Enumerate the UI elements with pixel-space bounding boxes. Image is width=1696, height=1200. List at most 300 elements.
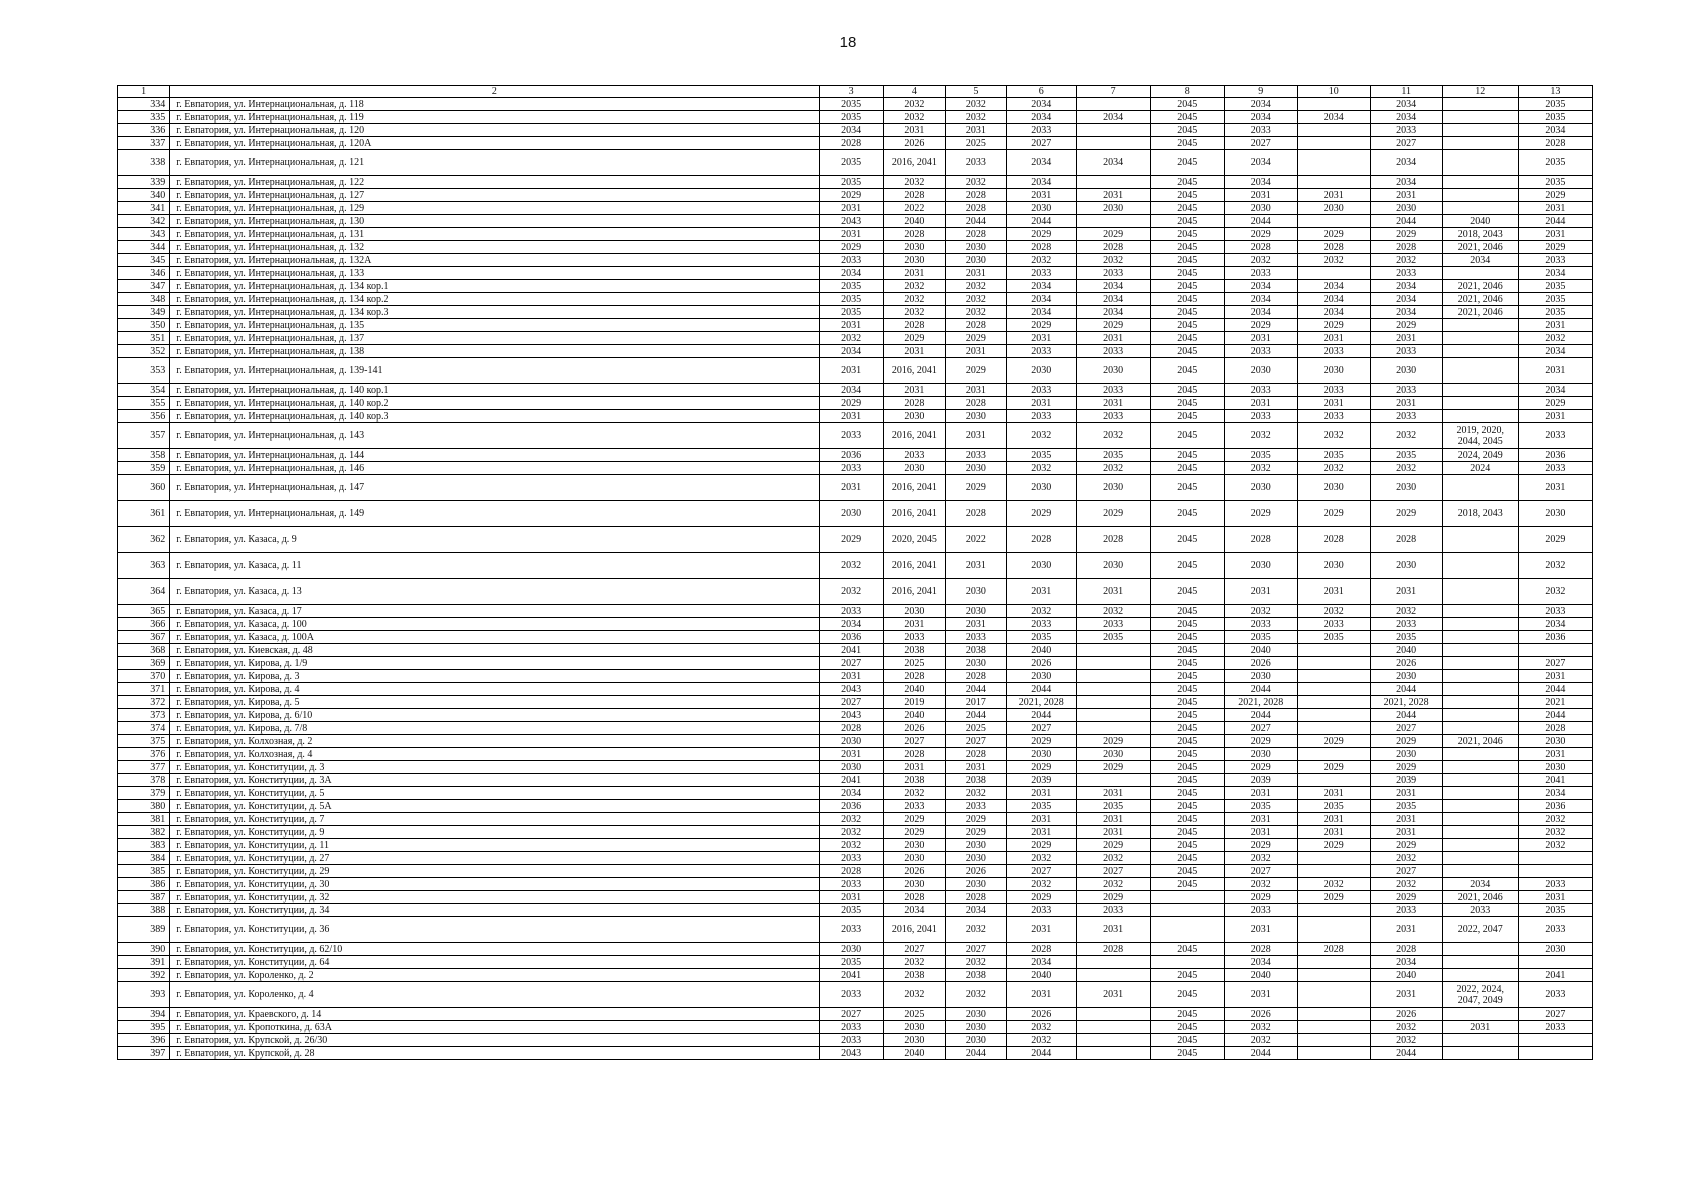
year-cell: 2028: [883, 891, 945, 904]
year-cell: 2041: [1518, 969, 1592, 982]
table-row: [118, 215, 1593, 228]
column-header: 10: [1297, 86, 1370, 98]
address-cell: г. Евпатория, ул. Интернациональная, д. 132А: [170, 254, 819, 267]
year-cell: [1297, 1047, 1370, 1060]
row-number: 366: [118, 618, 170, 631]
year-cell: 2031: [1370, 332, 1442, 345]
year-cell: 2045: [1150, 384, 1224, 397]
year-cell: 2032: [1076, 462, 1150, 475]
year-cell: [1150, 891, 1224, 904]
year-cell: 2031: [1518, 410, 1592, 423]
year-cell: 2029: [1370, 761, 1442, 774]
year-cell: 2028: [1297, 943, 1370, 956]
year-cell: 2034: [1297, 306, 1370, 319]
year-cell: 2032: [883, 956, 945, 969]
year-cell: 2031: [1006, 787, 1076, 800]
address-cell: г. Евпатория, ул. Интернациональная, д. 147: [170, 475, 819, 501]
year-cell: 2045: [1150, 683, 1224, 696]
table-row: [118, 683, 1593, 696]
year-cell: [1442, 813, 1518, 826]
row-number: 384: [118, 852, 170, 865]
year-cell: 2033: [1076, 384, 1150, 397]
row-number: 394: [118, 1008, 170, 1021]
year-cell: 2032: [1370, 605, 1442, 618]
year-cell: 2016, 2041: [883, 358, 945, 384]
year-cell: 2041: [819, 969, 883, 982]
year-cell: 2043: [819, 215, 883, 228]
year-cell: [1442, 98, 1518, 111]
address-cell: г. Евпатория, ул. Кирова, д. 5: [170, 696, 819, 709]
year-cell: [1076, 98, 1150, 111]
year-cell: [1442, 111, 1518, 124]
year-cell: [1076, 137, 1150, 150]
year-cell: 2038: [945, 774, 1006, 787]
table-row: [118, 800, 1593, 813]
row-number: 373: [118, 709, 170, 722]
year-cell: 2044: [1370, 683, 1442, 696]
year-cell: 2045: [1150, 1021, 1224, 1034]
year-cell: 2031: [1006, 917, 1076, 943]
row-number: 348: [118, 293, 170, 306]
year-cell: [1297, 137, 1370, 150]
year-cell: 2045: [1150, 137, 1224, 150]
year-cell: 2034: [1370, 98, 1442, 111]
year-cell: 2030: [819, 943, 883, 956]
address-cell: г. Евпатория, ул. Конституции, д. 7: [170, 813, 819, 826]
column-header: 2: [170, 86, 819, 98]
year-cell: 2031: [1076, 189, 1150, 202]
year-cell: 2031: [1518, 748, 1592, 761]
year-cell: 2030: [1518, 761, 1592, 774]
year-cell: 2034: [1076, 150, 1150, 176]
year-cell: 2033: [819, 423, 883, 449]
year-cell: [1442, 969, 1518, 982]
year-cell: 2030: [883, 605, 945, 618]
year-cell: 2045: [1150, 631, 1224, 644]
year-cell: 2033: [1224, 124, 1297, 137]
year-cell: 2030: [883, 852, 945, 865]
year-cell: 2034: [1006, 111, 1076, 124]
address-cell: г. Евпатория, ул. Интернациональная, д. 122: [170, 176, 819, 189]
year-cell: [1442, 527, 1518, 553]
year-cell: [1442, 865, 1518, 878]
year-cell: 2031: [1006, 332, 1076, 345]
address-cell: г. Евпатория, ул. Кирова, д. 3: [170, 670, 819, 683]
year-cell: 2035: [1076, 631, 1150, 644]
year-cell: 2032: [1224, 1021, 1297, 1034]
address-cell: г. Евпатория, ул. Интернациональная, д. 134 кор.2: [170, 293, 819, 306]
address-cell: г. Евпатория, ул. Интернациональная, д. 140 кор.1: [170, 384, 819, 397]
row-number: 396: [118, 1034, 170, 1047]
year-cell: 2033: [1297, 618, 1370, 631]
address-cell: г. Евпатория, ул. Интернациональная, д. 118: [170, 98, 819, 111]
table-row: [118, 189, 1593, 202]
year-cell: [1442, 319, 1518, 332]
table-row: [118, 696, 1593, 709]
table-row: [118, 501, 1593, 527]
year-cell: 2032: [1076, 254, 1150, 267]
year-cell: 2026: [883, 865, 945, 878]
year-cell: [1076, 215, 1150, 228]
year-cell: 2027: [1224, 865, 1297, 878]
table-row: [118, 943, 1593, 956]
address-cell: г. Евпатория, ул. Крупской, д. 28: [170, 1047, 819, 1060]
year-cell: 2045: [1150, 410, 1224, 423]
year-cell: 2040: [1442, 215, 1518, 228]
year-cell: 2032: [1518, 839, 1592, 852]
year-cell: 2029: [1297, 228, 1370, 241]
year-cell: [1297, 644, 1370, 657]
address-cell: г. Евпатория, ул. Интернациональная, д. 146: [170, 462, 819, 475]
year-cell: 2045: [1150, 605, 1224, 618]
address-cell: г. Евпатория, ул. Конституции, д. 32: [170, 891, 819, 904]
year-cell: 2031: [1224, 189, 1297, 202]
table-row: [118, 124, 1593, 137]
year-cell: [1076, 124, 1150, 137]
year-cell: 2045: [1150, 423, 1224, 449]
year-cell: 2030: [819, 501, 883, 527]
year-cell: 2027: [1518, 657, 1592, 670]
year-cell: 2031: [1006, 982, 1076, 1008]
year-cell: 2034: [1224, 98, 1297, 111]
year-cell: 2032: [945, 787, 1006, 800]
year-cell: 2045: [1150, 397, 1224, 410]
year-cell: 2028: [1370, 527, 1442, 553]
table-row: [118, 826, 1593, 839]
year-cell: [1442, 358, 1518, 384]
year-cell: 2020, 2045: [883, 527, 945, 553]
address-cell: г. Евпатория, ул. Конституции, д. 30: [170, 878, 819, 891]
year-cell: 2031: [1076, 787, 1150, 800]
year-cell: [1297, 1021, 1370, 1034]
year-cell: 2034: [1442, 254, 1518, 267]
year-cell: 2029: [1297, 839, 1370, 852]
year-cell: 2045: [1150, 800, 1224, 813]
year-cell: [1442, 618, 1518, 631]
year-cell: 2031: [1224, 813, 1297, 826]
year-cell: 2032: [883, 982, 945, 1008]
table-row: [118, 280, 1593, 293]
year-cell: 2022: [883, 202, 945, 215]
address-cell: г. Евпатория, ул. Кирова, д. 7/8: [170, 722, 819, 735]
year-cell: 2028: [1518, 722, 1592, 735]
year-cell: 2028: [945, 891, 1006, 904]
year-cell: 2032: [945, 293, 1006, 306]
year-cell: 2031: [883, 618, 945, 631]
year-cell: 2038: [883, 969, 945, 982]
year-cell: 2034: [819, 345, 883, 358]
year-cell: 2028: [1370, 943, 1442, 956]
table-row: [118, 956, 1593, 969]
address-cell: г. Евпатория, ул. Короленко, д. 2: [170, 969, 819, 982]
year-cell: 2029: [1006, 501, 1076, 527]
table-row: [118, 670, 1593, 683]
row-number: 347: [118, 280, 170, 293]
year-cell: 2032: [819, 813, 883, 826]
year-cell: 2045: [1150, 124, 1224, 137]
year-cell: [1297, 98, 1370, 111]
column-header: 8: [1150, 86, 1224, 98]
year-cell: 2021, 2046: [1442, 241, 1518, 254]
year-cell: 2031: [1370, 982, 1442, 1008]
table-row: [118, 735, 1593, 748]
year-cell: 2032: [819, 579, 883, 605]
year-cell: 2029: [819, 189, 883, 202]
year-cell: 2034: [1518, 618, 1592, 631]
year-cell: 2031: [1370, 579, 1442, 605]
year-cell: 2044: [1006, 215, 1076, 228]
table-row: [118, 98, 1593, 111]
table-row: [118, 1021, 1593, 1034]
table-row: [118, 631, 1593, 644]
year-cell: 2035: [1518, 280, 1592, 293]
year-cell: 2031: [1076, 579, 1150, 605]
year-cell: 2030: [1224, 553, 1297, 579]
year-cell: 2026: [1370, 657, 1442, 670]
year-cell: 2045: [1150, 865, 1224, 878]
year-cell: 2030: [1076, 358, 1150, 384]
year-cell: 2035: [1224, 449, 1297, 462]
year-cell: 2032: [1076, 878, 1150, 891]
year-cell: [1442, 709, 1518, 722]
year-cell: 2033: [819, 254, 883, 267]
year-cell: 2031: [1006, 579, 1076, 605]
year-cell: 2032: [883, 111, 945, 124]
year-cell: 2029: [1006, 761, 1076, 774]
year-cell: 2044: [1370, 215, 1442, 228]
year-cell: 2034: [1006, 956, 1076, 969]
year-cell: 2045: [1150, 501, 1224, 527]
table-row: [118, 150, 1593, 176]
row-number: 374: [118, 722, 170, 735]
row-number: 378: [118, 774, 170, 787]
address-cell: г. Евпатория, ул. Конституции, д. 64: [170, 956, 819, 969]
row-number: 343: [118, 228, 170, 241]
year-cell: [1442, 345, 1518, 358]
year-cell: 2031: [819, 475, 883, 501]
year-cell: 2033: [945, 150, 1006, 176]
year-cell: 2032: [945, 306, 1006, 319]
table-row: [118, 137, 1593, 150]
year-cell: 2044: [1224, 683, 1297, 696]
address-cell: г. Евпатория, ул. Казаса, д. 100А: [170, 631, 819, 644]
year-cell: 2030: [1076, 748, 1150, 761]
year-cell: 2045: [1150, 332, 1224, 345]
year-cell: 2031: [1006, 397, 1076, 410]
year-cell: 2029: [945, 358, 1006, 384]
year-cell: 2026: [1224, 1008, 1297, 1021]
year-cell: 2030: [945, 657, 1006, 670]
row-number: 367: [118, 631, 170, 644]
table-row: [118, 657, 1593, 670]
year-cell: 2034: [1224, 306, 1297, 319]
year-cell: 2028: [1224, 241, 1297, 254]
row-number: 375: [118, 735, 170, 748]
year-cell: 2031: [819, 319, 883, 332]
year-cell: 2034: [1518, 267, 1592, 280]
year-cell: 2033: [1076, 267, 1150, 280]
year-cell: [1442, 332, 1518, 345]
year-cell: 2029: [1006, 228, 1076, 241]
year-cell: 2030: [945, 852, 1006, 865]
year-cell: 2034: [1224, 111, 1297, 124]
year-cell: 2035: [819, 150, 883, 176]
year-cell: 2034: [1297, 280, 1370, 293]
row-number: 336: [118, 124, 170, 137]
column-header: 13: [1518, 86, 1592, 98]
year-cell: [1297, 852, 1370, 865]
year-cell: 2040: [883, 215, 945, 228]
year-cell: 2026: [1370, 1008, 1442, 1021]
table-row: [118, 267, 1593, 280]
year-cell: 2033: [1297, 384, 1370, 397]
year-cell: 2029: [883, 826, 945, 839]
year-cell: 2031: [1076, 813, 1150, 826]
year-cell: [1518, 1047, 1592, 1060]
year-cell: 2031: [819, 358, 883, 384]
year-cell: 2028: [1297, 527, 1370, 553]
address-cell: г. Евпатория, ул. Конституции, д. 5: [170, 787, 819, 800]
address-cell: г. Евпатория, ул. Краевского, д. 14: [170, 1008, 819, 1021]
row-number: 337: [118, 137, 170, 150]
column-header: 11: [1370, 86, 1442, 98]
table-row: [118, 787, 1593, 800]
year-cell: [1442, 683, 1518, 696]
year-cell: 2033: [1076, 410, 1150, 423]
year-cell: 2032: [1370, 1021, 1442, 1034]
year-cell: 2033: [1076, 904, 1150, 917]
column-header: 3: [819, 86, 883, 98]
year-cell: 2028: [883, 228, 945, 241]
year-cell: 2038: [883, 774, 945, 787]
year-cell: 2030: [1370, 670, 1442, 683]
row-number: 350: [118, 319, 170, 332]
year-cell: 2030: [945, 1021, 1006, 1034]
year-cell: 2032: [1006, 462, 1076, 475]
address-cell: г. Евпатория, ул. Интернациональная, д. 127: [170, 189, 819, 202]
year-cell: 2031: [1518, 228, 1592, 241]
year-cell: 2039: [1006, 774, 1076, 787]
year-cell: 2028: [883, 670, 945, 683]
address-cell: г. Евпатория, ул. Интернациональная, д. 144: [170, 449, 819, 462]
year-cell: 2035: [1297, 631, 1370, 644]
year-cell: 2045: [1150, 306, 1224, 319]
year-cell: 2034: [1518, 345, 1592, 358]
year-cell: 2033: [1224, 618, 1297, 631]
row-number: 354: [118, 384, 170, 397]
table-body: [118, 98, 1593, 1060]
year-cell: 2045: [1150, 943, 1224, 956]
year-cell: 2030: [1076, 553, 1150, 579]
address-cell: г. Евпатория, ул. Интернациональная, д. 120А: [170, 137, 819, 150]
year-cell: 2021, 2028: [1006, 696, 1076, 709]
row-number: 392: [118, 969, 170, 982]
year-cell: 2029: [883, 813, 945, 826]
year-cell: 2032: [819, 826, 883, 839]
year-cell: 2032: [1370, 254, 1442, 267]
year-cell: 2045: [1150, 319, 1224, 332]
address-cell: г. Евпатория, ул. Конституции, д. 27: [170, 852, 819, 865]
year-cell: 2035: [1370, 631, 1442, 644]
year-cell: 2030: [883, 410, 945, 423]
year-cell: 2041: [819, 644, 883, 657]
address-cell: г. Евпатория, ул. Конституции, д. 36: [170, 917, 819, 943]
year-cell: 2045: [1150, 982, 1224, 1008]
year-cell: 2029: [945, 332, 1006, 345]
address-cell: г. Евпатория, ул. Кропоткина, д. 63А: [170, 1021, 819, 1034]
year-cell: 2030: [1224, 748, 1297, 761]
year-cell: 2031: [1370, 189, 1442, 202]
year-cell: 2034: [1518, 787, 1592, 800]
year-cell: 2034: [1076, 293, 1150, 306]
year-cell: 2026: [883, 137, 945, 150]
year-cell: 2017: [945, 696, 1006, 709]
year-cell: 2029: [1370, 319, 1442, 332]
year-cell: 2044: [1224, 215, 1297, 228]
year-cell: 2045: [1150, 553, 1224, 579]
address-cell: г. Евпатория, ул. Кирова, д. 6/10: [170, 709, 819, 722]
year-cell: 2035: [819, 98, 883, 111]
year-cell: 2029: [1518, 241, 1592, 254]
year-cell: 2030: [1370, 358, 1442, 384]
year-cell: 2033: [1297, 345, 1370, 358]
row-number: 344: [118, 241, 170, 254]
year-cell: 2038: [945, 969, 1006, 982]
year-cell: 2033: [1224, 267, 1297, 280]
year-cell: [1442, 644, 1518, 657]
year-cell: 2045: [1150, 241, 1224, 254]
year-cell: 2033: [1006, 904, 1076, 917]
year-cell: [1076, 1008, 1150, 1021]
table-row: [118, 1047, 1593, 1060]
year-cell: 2030: [945, 1008, 1006, 1021]
year-cell: 2030: [1006, 553, 1076, 579]
year-cell: 2036: [1518, 449, 1592, 462]
year-cell: [1076, 683, 1150, 696]
row-number: 351: [118, 332, 170, 345]
year-cell: 2028: [883, 319, 945, 332]
table-row: [118, 319, 1593, 332]
year-cell: 2033: [819, 852, 883, 865]
year-cell: 2031: [819, 891, 883, 904]
year-cell: 2026: [1224, 657, 1297, 670]
year-cell: [1076, 1034, 1150, 1047]
year-cell: 2030: [883, 878, 945, 891]
row-number: 360: [118, 475, 170, 501]
year-cell: 2044: [945, 215, 1006, 228]
year-cell: 2030: [945, 462, 1006, 475]
year-cell: 2022: [945, 527, 1006, 553]
year-cell: 2031: [945, 553, 1006, 579]
year-cell: 2030: [945, 1034, 1006, 1047]
address-cell: г. Евпатория, ул. Интернациональная, д. 139-141: [170, 358, 819, 384]
year-cell: [1076, 709, 1150, 722]
year-cell: 2032: [1006, 605, 1076, 618]
year-cell: 2033: [1006, 384, 1076, 397]
year-cell: 2035: [1076, 449, 1150, 462]
year-cell: 2035: [1518, 293, 1592, 306]
year-cell: 2031: [1297, 826, 1370, 839]
table-row: [118, 241, 1593, 254]
year-cell: 2027: [945, 943, 1006, 956]
year-cell: [1150, 956, 1224, 969]
year-cell: 2035: [1224, 800, 1297, 813]
table-row: [118, 748, 1593, 761]
year-cell: 2033: [1370, 124, 1442, 137]
year-cell: 2045: [1150, 618, 1224, 631]
column-header: 9: [1224, 86, 1297, 98]
year-cell: 2040: [1006, 969, 1076, 982]
